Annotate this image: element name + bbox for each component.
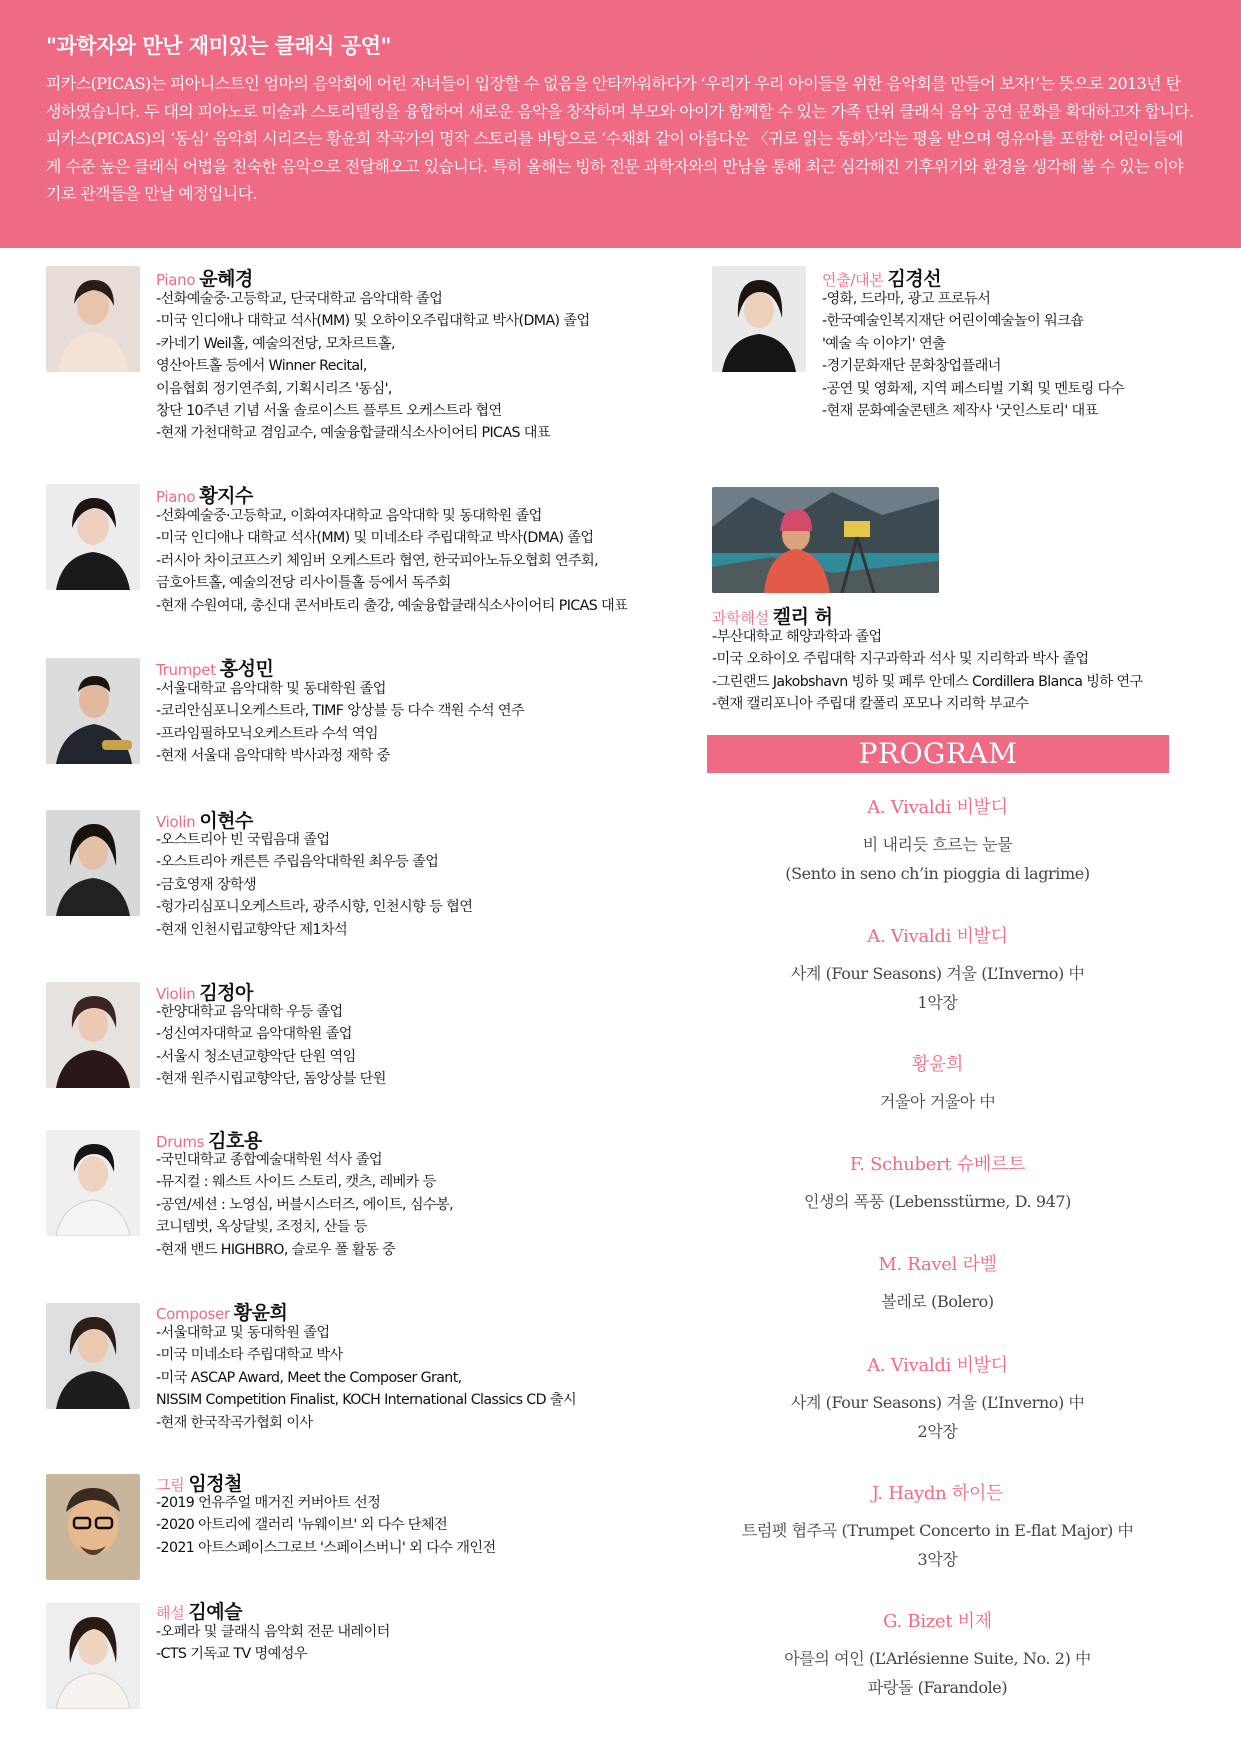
bio-line: -현재 인천시립교향악단 제1차석 — [156, 921, 348, 938]
performer-role: Drums — [156, 1133, 205, 1151]
field-research-photo — [712, 487, 939, 593]
program-item — [700, 1354, 1175, 1446]
portrait-photo — [46, 982, 140, 1088]
portrait-photo — [46, 1603, 140, 1709]
bio-line: -공연/세션 : 노영심, 버블시스터즈, 에이트, 심수봉, — [156, 1196, 454, 1213]
bio-line: -현재 밴드 HIGHBRO, 슬로우 폴 활동 중 — [156, 1241, 396, 1258]
program-item — [700, 796, 1175, 888]
performer-name: 홍성민 — [219, 658, 274, 680]
intro-paragraph: 피카스(PICAS)는 피아니스트인 엄마의 음악회에 어린 자녀들이 입장할 수 없음을 안타까워하다가 ‘우리가 우리 아이들을 위한 음악회를 만들어 보자!’는 뜻으로 2013년 탄생하였습니다. 두 대의 피아노로 미술과 스토리텔링을 융합하여 새로운 음악을 창작하며 부모와 아이가 함께할 수 있는 가족 단위 클래식 음악 공연 문화를 확대하고자 합니다. — [46, 74, 1194, 121]
program-composer: F. Schubert 슈베르트 — [849, 1154, 1026, 1175]
bio-line: -헝가리심포니오케스트라, 광주시향, 인천시향 등 협연 — [156, 899, 473, 916]
portrait-photo — [46, 810, 140, 916]
performer-heading — [156, 1298, 287, 1325]
bio-line: -한양대학교 음악대학 우등 졸업 — [156, 1004, 343, 1020]
performer-role: 그림 — [156, 1476, 185, 1494]
performer-name: 김예슬 — [188, 1601, 242, 1623]
bio-line: -부산대학교 해양과학과 졸업 — [712, 629, 882, 645]
bio-line: -서울대학교 및 동대학원 졸업 — [156, 1325, 330, 1341]
bio-line: 영산아트홀 등에서 Winner Recital, — [156, 358, 367, 375]
program-item — [700, 1253, 1175, 1316]
performer-bio — [156, 1492, 496, 1559]
performer-heading — [156, 654, 273, 681]
staff-bio — [822, 288, 1124, 422]
staff-heading — [822, 264, 941, 291]
bio-line: -코리안심포니오케스트라, TIMF 앙상블 등 다수 객원 수석 연주 — [156, 703, 525, 720]
performer-name: 황지수 — [199, 485, 253, 507]
staff-name: 켈리 허 — [772, 606, 833, 628]
portrait-photo — [46, 1303, 140, 1409]
bio-line: NISSIM Competition Finalist, KOCH International Classics CD 출시 — [156, 1392, 577, 1409]
performer-role: Trumpet — [156, 661, 216, 679]
staff-bio — [712, 626, 1143, 716]
performer-bio — [156, 505, 627, 617]
bio-line: -선화예술중·고등학교, 단국대학교 음악대학 졸업 — [156, 291, 443, 307]
bio-line: -성신여자대학교 음악대학원 졸업 — [156, 1026, 352, 1043]
performer-bio — [156, 829, 472, 941]
performer-name: 김호용 — [208, 1130, 262, 1152]
illustrated-portrait — [46, 1474, 140, 1580]
bio-line: -프라임필하모닉오케스트라 수석 역임 — [156, 725, 379, 742]
bio-line: -현재 한국작곡가협회 이사 — [156, 1414, 313, 1431]
performer-role: Violin — [156, 985, 196, 1003]
intro-banner — [0, 0, 1241, 248]
performer-role: Piano — [156, 488, 196, 506]
performer-bio — [156, 1001, 386, 1091]
bio-line: -뮤지컬 : 웨스트 사이드 스토리, 캣츠, 레베카 등 — [156, 1174, 436, 1191]
portrait-photo — [46, 1130, 140, 1236]
bio-line: -러시아 차이코프스키 체임버 오케스트라 협연, 한국피아노듀오협회 연주회, — [156, 552, 599, 569]
performer-bio — [156, 1322, 576, 1434]
performer-role: Violin — [156, 813, 196, 831]
bio-line: -미국 오하이오 주립대학 지구과학과 석사 및 지리학과 박사 졸업 — [712, 651, 1089, 668]
performer-bio — [156, 288, 590, 445]
bio-line: -현재 서울대 음악대학 박사과정 재학 중 — [156, 748, 390, 765]
portrait-photo — [46, 658, 140, 764]
intro-paragraph: 피카스(PICAS)의 ‘동심’ 음악회 시리즈는 황윤희 작곡가의 명작 스토리를 바탕으로 ‘수채화 같이 아름다운 〈귀로 읽는 동화〉’라는 평을 받으며 영유아를 포함한 어린이들에게 수준 높은 클래식 어법을 친숙한 음악으로 전달해오고 있습니다. 특히 올해는 빙하 전문 과학자와의 만남을 통해 최근 심각해진 기후위기와 환경을 생각해 볼 수 있는 이야기로 관객들을 만날 예정입니다. — [46, 129, 1184, 203]
program-work: 인생의 폭풍 (Lebensstürme, D. 947) — [803, 1192, 1072, 1211]
bio-line: -금호영재 장학생 — [156, 876, 257, 893]
program-work: 사계 (Four Seasons) 겨울 (L’Inverno) 中 2악장 — [790, 1393, 1085, 1441]
bio-line: 코니템벗, 옥상달빛, 조정치, 산들 등 — [156, 1219, 367, 1236]
staff-heading — [712, 602, 832, 629]
program-work: 아를의 여인 (L’Arlésienne Suite, No. 2) 中 파랑돌 (Farandole) — [784, 1649, 1091, 1697]
bio-line: -오페라 및 클래식 음악회 전문 내레이터 — [156, 1624, 390, 1640]
bio-line: -경기문화재단 문화창업플래너 — [822, 358, 1001, 375]
program-item — [700, 1153, 1175, 1216]
program-work: 거울아 거울아 中 — [879, 1092, 996, 1111]
program-composer: 황윤희 — [911, 1054, 964, 1075]
bio-line: -미국 인디애나 대학교 석사(MM) 및 오하이오주립대학교 박사(DMA) 졸업 — [156, 313, 590, 330]
banner-title: "과학자와 만난 재미있는 클래식 공연" — [46, 34, 391, 58]
performer-heading — [156, 264, 253, 291]
program-work: 사계 (Four Seasons) 겨울 (L’Inverno) 中 1악장 — [790, 964, 1085, 1012]
bio-line: 금호아트홀, 예술의전당 리사이틀홀 등에서 독주회 — [156, 575, 451, 592]
portrait-photo — [46, 484, 140, 590]
program-item — [700, 925, 1175, 1017]
program-composer: G. Bizet 비제 — [883, 1611, 992, 1632]
program-composer: A. Vivaldi 비발디 — [867, 1355, 1008, 1376]
performer-name: 임정철 — [188, 1473, 242, 1495]
program-composer: A. Vivaldi 비발디 — [867, 926, 1008, 947]
performer-bio — [156, 678, 524, 768]
bio-line: -공연 및 영화제, 지역 페스티벌 기획 및 멘토링 다수 — [822, 380, 1124, 397]
bio-line: -2019 언유주얼 매거진 커버아트 선정 — [156, 1495, 381, 1511]
bio-line: -미국 인디애나 대학교 석사(MM) 및 미네소타 주립대학교 박사(DMA) 졸업 — [156, 530, 594, 547]
bio-line: -2020 아트리에 갤러리 '뉴웨이브' 외 다수 단체전 — [156, 1517, 448, 1534]
bio-line: -현재 가천대학교 겸임교수, 예술융합클래식소사이어티 PICAS 대표 — [156, 425, 550, 442]
portrait-photo — [712, 266, 806, 372]
program-heading: PROGRAM — [707, 735, 1169, 773]
bio-line: -현재 캘리포니아 주립대 칼폴리 포모나 지리학 부교수 — [712, 696, 1029, 713]
bio-line: -현재 수원여대, 총신대 콘서바토리 출강, 예술융합클래식소사이어티 PICAS 대표 — [156, 597, 628, 614]
bio-line: -미국 ASCAP Award, Meet the Composer Grant, — [156, 1369, 462, 1386]
bio-line: -오스트리아 빈 국립음대 졸업 — [156, 832, 330, 848]
program-item — [700, 1482, 1175, 1574]
program-work: 비 내리듯 흐르는 눈물 (Sento in seno ch’in pioggia di lagrime) — [785, 835, 1090, 883]
bio-line: -CTS 기독교 TV 명예성우 — [156, 1646, 307, 1663]
bio-line: -현재 문화예술콘텐츠 제작사 '굿인스토리' 대표 — [822, 403, 1098, 420]
bio-line: -영화, 드라마, 광고 프로듀서 — [822, 291, 991, 307]
bio-line: -2021 아트스페이스그로브 '스페이스버니' 외 다수 개인전 — [156, 1539, 496, 1556]
performer-bio — [156, 1149, 453, 1261]
portrait-photo — [46, 266, 140, 372]
performer-name: 윤혜경 — [199, 268, 253, 290]
program-work: 트럼펫 협주곡 (Trumpet Concerto in E-flat Major) 中 3악장 — [741, 1521, 1134, 1569]
bio-line: -서울시 청소년교향악단 단원 역임 — [156, 1048, 356, 1065]
program-composer: M. Ravel 라벨 — [878, 1254, 997, 1275]
performer-bio — [156, 1621, 390, 1666]
performer-heading — [156, 481, 253, 508]
staff-role: 과학해설 — [712, 609, 769, 627]
bio-line: -오스트리아 캐른튼 주립음악대학원 최우등 졸업 — [156, 854, 439, 871]
staff-name: 김경선 — [887, 268, 942, 290]
program-composer: A. Vivaldi 비발디 — [867, 797, 1008, 818]
staff-role: 연출/대본 — [822, 271, 884, 289]
performer-heading — [156, 1597, 242, 1624]
program-item — [700, 1610, 1175, 1702]
bio-line: 창단 10주년 기념 서울 솔로이스트 플루트 오케스트라 협연 — [156, 403, 502, 420]
bio-line: -한국예술인복지재단 어린이예술놀이 워크숍 — [822, 313, 1084, 330]
bio-line: 이음협회 정기연주회, 기획시리즈 '동심', — [156, 380, 392, 397]
program-composer: J. Haydn 하이든 — [871, 1483, 1004, 1504]
performer-name: 이현수 — [199, 810, 253, 832]
performer-role: 해설 — [156, 1604, 185, 1622]
bio-line: -선화예술중·고등학교, 이화여자대학교 음악대학 및 동대학원 졸업 — [156, 508, 542, 524]
bio-line: '예술 속 이야기' 연출 — [822, 335, 946, 352]
performer-role: Piano — [156, 271, 196, 289]
bio-line: -카네기 Weil홀, 예술의전당, 모차르트홀, — [156, 335, 395, 352]
bio-line: -국민대학교 종합예술대학원 석사 졸업 — [156, 1152, 382, 1168]
program-item — [700, 1053, 1175, 1116]
program-work: 볼레로 (Bolero) — [881, 1292, 994, 1311]
performer-role: Composer — [156, 1305, 230, 1323]
bio-line: -서울대학교 음악대학 및 동대학원 졸업 — [156, 681, 386, 697]
bio-line: -미국 미네소타 주립대학교 박사 — [156, 1347, 343, 1364]
bio-line: -그린랜드 Jakobshavn 빙하 및 페루 안데스 Cordillera Blanca 빙하 연구 — [712, 673, 1143, 690]
performer-name: 황윤희 — [233, 1302, 288, 1324]
bio-line: -현재 원주시립교향악단, 돔앙상블 단원 — [156, 1071, 386, 1088]
performer-name: 김정아 — [199, 982, 253, 1004]
